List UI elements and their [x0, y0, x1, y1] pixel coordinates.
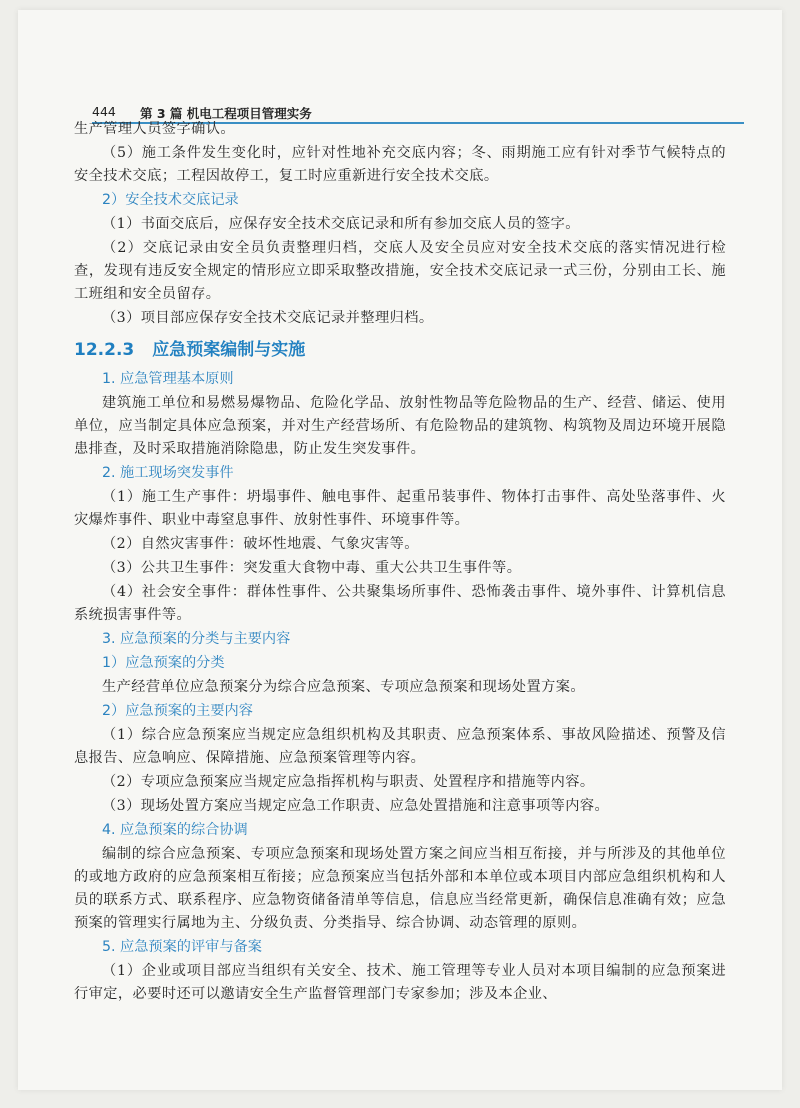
page-number: 444 [92, 104, 116, 119]
section-title: 应急预案编制与实施 [152, 340, 306, 360]
part-title: 第 3 篇 机电工程项目管理实务 [140, 106, 312, 121]
subheading: 1. 应急管理基本原则 [102, 371, 234, 387]
subheading: 1）应急预案的分类 [102, 655, 225, 671]
body-paragraph: 编制的综合应急预案、专项应急预案和现场处置方案之间应当相互衔接，并与所涉及的其他单位的或地方政府的应急预案相互衔接；应急预案应当包括外部和本单位或本项目内部应急组织机构和人员的联系方式、联系程序、应急物资储备清单等信息，信息应当经常更新，确保信息准确有效；应急预案的管理实行属地为主、分级负责、分类指导、综合协调、动态管理的原则。 [74, 846, 726, 931]
body-paragraph: （1）施工生产事件：坍塌事件、触电事件、起重吊装事件、物体打击事件、高处坠落事件、火灾爆炸事件、职业中毒窒息事件、放射性事件、环境事件等。 [74, 489, 726, 528]
body-paragraph: （4）社会安全事件：群体性事件、公共聚集场所事件、恐怖袭击事件、境外事件、计算机信息系统损害事件等。 [74, 584, 726, 623]
subheading: 4. 应急预案的综合协调 [102, 822, 248, 838]
body-paragraph: （1）书面交底后，应保存安全技术交底记录和所有参加交底人员的签字。 [102, 216, 580, 232]
body-paragraph: （1）企业或项目部应当组织有关安全、技术、施工管理等专业人员对本项目编制的应急预案进行审定，必要时还可以邀请安全生产监督管理部门专家参加；涉及本企业、 [74, 963, 726, 1002]
body-paragraph: （3）公共卫生事件：突发重大食物中毒、重大公共卫生事件等。 [102, 560, 522, 576]
subheading: 5. 应急预案的评审与备案 [102, 939, 262, 955]
body-paragraph: （3）现场处置方案应当规定应急工作职责、应急处置措施和注意事项等内容。 [102, 798, 610, 814]
subheading: 3. 应急预案的分类与主要内容 [102, 631, 291, 647]
body-paragraph: （1）综合应急预案应当规定应急组织机构及其职责、应急预案体系、事故风险描述、预警及信息报告、应急响应、保障措施、应急预案管理等内容。 [74, 727, 726, 766]
body-paragraph: （2）自然灾害事件：破坏性地震、气象灾害等。 [102, 536, 419, 552]
body-paragraph: 生产管理人员签字确认。 [74, 121, 236, 137]
subheading: 2. 施工现场突发事件 [102, 465, 234, 481]
section-heading [74, 336, 726, 364]
page-body [74, 118, 726, 1007]
body-paragraph: 生产经营单位应急预案分为综合应急预案、专项应急预案和现场处置方案。 [102, 679, 586, 695]
body-paragraph: （3）项目部应保存安全技术交底记录并整理归档。 [102, 310, 434, 326]
subheading: 2）应急预案的主要内容 [102, 703, 253, 719]
body-paragraph: （5）施工条件发生变化时，应针对性地补充交底内容；冬、雨期施工应有针对季节气候特点的安全技术交底；工程因故停工，复工时应重新进行安全技术交底。 [74, 145, 726, 184]
subheading: 2）安全技术交底记录 [102, 192, 239, 208]
body-paragraph: 建筑施工单位和易燃易爆物品、危险化学品、放射性物品等危险物品的生产、经营、储运、使用单位，应当制定具体应急预案，并对生产经营场所、有危险物品的建筑物、构筑物及周边环境开展隐患排查，及时采取措施消除隐患，防止发生突发事件。 [74, 395, 726, 457]
body-paragraph: （2）交底记录由安全员负责整理归档，交底人及安全员应对安全技术交底的落实情况进行检查，发现有违反安全规定的情形应立即采取整改措施，安全技术交底记录一式三份，分别由工长、施工班组和安全员留存。 [74, 240, 726, 302]
section-number: 12.2.3 [74, 340, 135, 360]
body-paragraph: （2）专项应急预案应当规定应急指挥机构与职责、处置程序和措施等内容。 [102, 774, 595, 790]
